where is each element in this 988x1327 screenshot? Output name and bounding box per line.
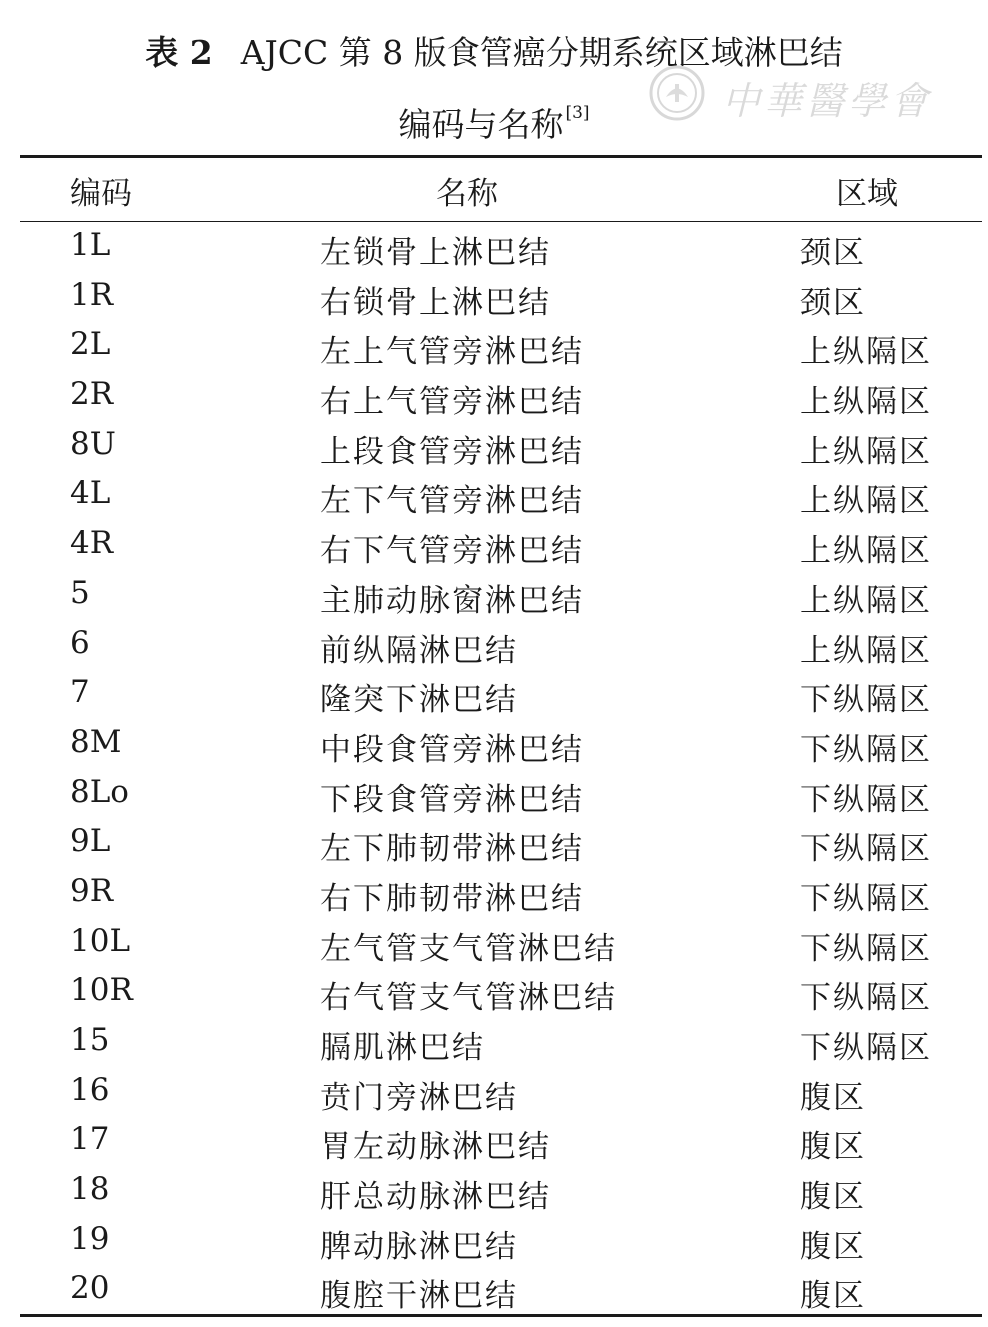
cell-region: 下纵隔区 xyxy=(800,731,932,768)
cell-code: 19 xyxy=(70,1220,110,1257)
cell-region: 腹区 xyxy=(800,1228,866,1265)
cell-code: 4R xyxy=(70,525,114,562)
table-top-rule xyxy=(20,155,982,158)
cell-code: 2R xyxy=(70,376,114,413)
cell-name: 右下气管旁淋巴结 xyxy=(320,533,584,570)
cell-region: 下纵隔区 xyxy=(800,880,932,917)
table-row xyxy=(0,870,988,920)
cell-code: 20 xyxy=(70,1270,110,1307)
cell-name: 脾动脉淋巴结 xyxy=(320,1228,518,1265)
cell-code: 7 xyxy=(70,674,90,711)
table-row xyxy=(0,622,988,672)
cell-name: 左下气管旁淋巴结 xyxy=(320,483,584,520)
cell-region: 上纵隔区 xyxy=(800,483,932,520)
cell-region: 下纵隔区 xyxy=(800,831,932,868)
table-label: 表 2 xyxy=(145,33,213,72)
cell-name: 右气管支气管淋巴结 xyxy=(320,980,617,1017)
cell-region: 上纵隔区 xyxy=(800,334,932,371)
table-row xyxy=(0,1118,988,1168)
caption-title-line-2: 编码与名称 xyxy=(398,105,564,144)
table-row xyxy=(0,472,988,522)
table-row xyxy=(0,224,988,274)
cell-name: 上段食管旁淋巴结 xyxy=(320,433,584,470)
table-row xyxy=(0,1267,988,1317)
cell-region: 腹区 xyxy=(800,1179,866,1216)
table-row xyxy=(0,820,988,870)
caption-line-1 xyxy=(0,30,988,76)
cell-code: 18 xyxy=(70,1171,110,1208)
cell-region: 上纵隔区 xyxy=(800,384,932,421)
cell-region: 下纵隔区 xyxy=(800,980,932,1017)
cell-region: 下纵隔区 xyxy=(800,1030,932,1066)
cell-region: 上纵隔区 xyxy=(800,632,932,669)
table-row xyxy=(0,771,988,821)
cell-code: 1R xyxy=(70,276,114,313)
table-header xyxy=(0,162,988,218)
table-row xyxy=(0,920,988,970)
cell-code: 8Lo xyxy=(70,773,129,810)
table-row xyxy=(0,1218,988,1268)
cell-region: 上纵隔区 xyxy=(800,582,932,619)
table-bottom-rule xyxy=(20,1314,982,1317)
cell-code: 16 xyxy=(70,1071,110,1108)
cell-name: 右下肺韧带淋巴结 xyxy=(320,880,584,917)
cell-code: 9R xyxy=(70,872,114,909)
cell-region: 腹区 xyxy=(800,1079,866,1116)
cell-code: 17 xyxy=(70,1121,110,1158)
reference-citation: [3] xyxy=(565,103,590,123)
cell-region: 颈区 xyxy=(800,235,866,271)
cell-code: 6 xyxy=(70,624,90,661)
table-row xyxy=(0,572,988,622)
cell-name: 前纵隔淋巴结 xyxy=(320,632,518,669)
cell-name: 中段食管旁淋巴结 xyxy=(320,731,584,768)
table-row xyxy=(0,721,988,771)
cell-name: 隆突下淋巴结 xyxy=(320,682,518,719)
table-row xyxy=(0,323,988,373)
watermark-text: 中華醫學會 xyxy=(722,79,933,123)
cell-region: 颈区 xyxy=(800,284,866,321)
cell-region: 上纵隔区 xyxy=(800,533,932,570)
cell-region: 腹区 xyxy=(800,1278,866,1315)
cell-name: 贲门旁淋巴结 xyxy=(320,1079,518,1116)
cell-name: 右上气管旁淋巴结 xyxy=(320,384,584,421)
table-row xyxy=(0,1019,988,1069)
cell-code: 10R xyxy=(70,972,133,1009)
cell-region: 上纵隔区 xyxy=(800,433,932,470)
cell-name: 左气管支气管淋巴结 xyxy=(320,930,617,967)
header-code: 编码 xyxy=(70,176,132,212)
cell-code: 9L xyxy=(70,823,111,860)
caption-line-2 xyxy=(0,90,988,148)
cell-name: 右锁骨上淋巴结 xyxy=(320,284,551,321)
table-row xyxy=(0,274,988,324)
table-row xyxy=(0,373,988,423)
cell-region: 下纵隔区 xyxy=(800,682,932,719)
cell-name: 主肺动脉窗淋巴结 xyxy=(320,582,584,619)
cell-code: 15 xyxy=(70,1022,110,1058)
cell-name: 左上气管旁淋巴结 xyxy=(320,334,584,371)
header-name: 名称 xyxy=(436,176,498,212)
table-row xyxy=(0,1168,988,1218)
header-region: 区域 xyxy=(836,176,898,212)
cell-code: 5 xyxy=(70,574,90,611)
table-header-rule xyxy=(20,221,982,222)
cell-code: 8M xyxy=(70,723,122,760)
cell-code: 4L xyxy=(70,475,111,512)
cell-name: 左下肺韧带淋巴结 xyxy=(320,831,584,868)
cell-name: 腹腔干淋巴结 xyxy=(320,1278,518,1315)
cell-name: 左锁骨上淋巴结 xyxy=(320,235,551,271)
cell-region: 下纵隔区 xyxy=(800,930,932,967)
table-row xyxy=(0,423,988,473)
cell-code: 1L xyxy=(70,227,111,263)
cell-name: 下段食管旁淋巴结 xyxy=(320,781,584,818)
cell-code: 8U xyxy=(70,425,116,462)
table-row xyxy=(0,522,988,572)
cell-region: 下纵隔区 xyxy=(800,781,932,818)
cell-name: 肝总动脉淋巴结 xyxy=(320,1179,551,1216)
table-row xyxy=(0,969,988,1019)
cell-code: 10L xyxy=(70,922,131,959)
caption-title-line-1: AJCC 第 8 版食管癌分期系统区域淋巴结 xyxy=(240,33,843,72)
table-row xyxy=(0,1069,988,1119)
cell-name: 膈肌淋巴结 xyxy=(320,1030,485,1066)
cell-name: 胃左动脉淋巴结 xyxy=(320,1129,551,1166)
cell-region: 腹区 xyxy=(800,1129,866,1166)
table-body xyxy=(0,224,988,1317)
table-row xyxy=(0,671,988,721)
cell-code: 2L xyxy=(70,326,111,363)
